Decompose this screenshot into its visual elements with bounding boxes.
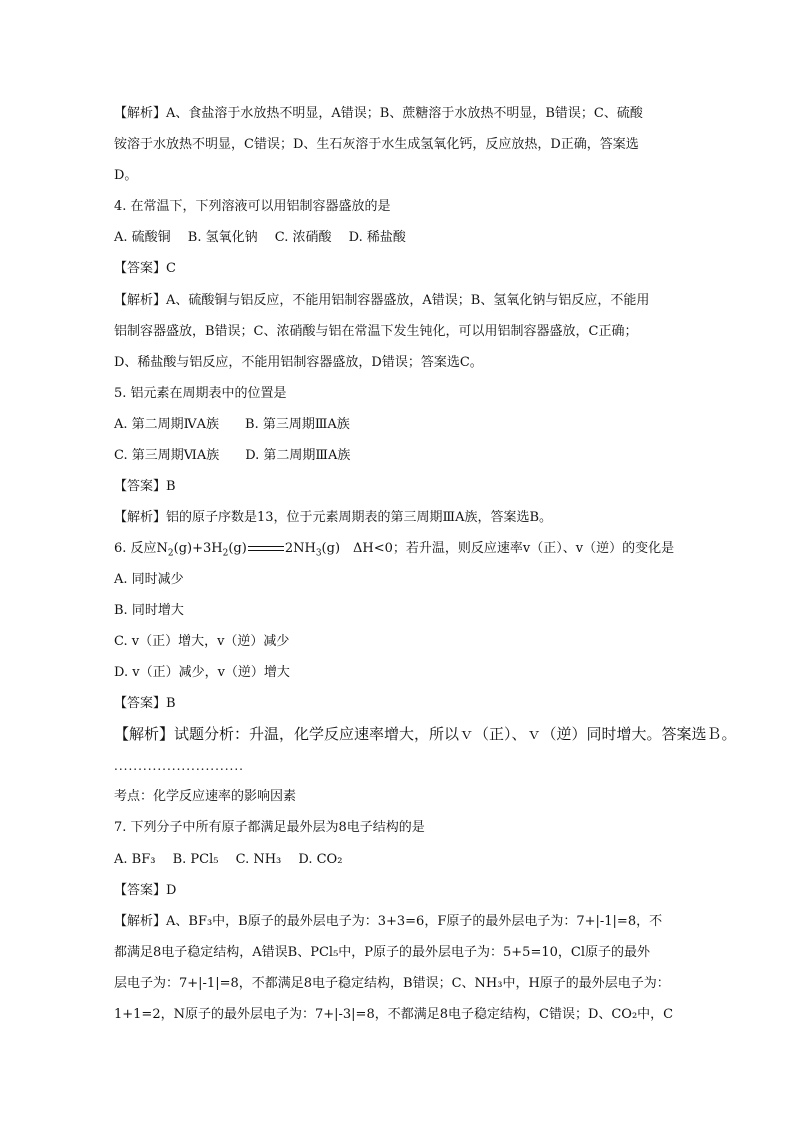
q6-answer: 【答案】B: [114, 696, 176, 711]
q6-stem-prefix: 6. 反应N: [114, 541, 168, 556]
q6-stem-product: 2NH: [284, 541, 316, 556]
q6-option-d: D. v（正）减少，v（逆）增大: [114, 665, 290, 680]
q6-option-c: C. v（正）增大，v（逆）减少: [114, 634, 290, 649]
q3-analysis-line-3: D。: [114, 168, 138, 183]
q6-option-a: A. 同时减少: [114, 572, 184, 587]
q3-analysis-line-1: 【解析】A、食盐溶于水放热不明显，A错误；B、蔗糖溶于水放热不明显，B错误；C、硫酸: [114, 106, 643, 121]
q5-options-row-2: C. 第三周期ⅥA族 D. 第二周期ⅢA族: [114, 448, 351, 463]
q5-stem: 5. 铝元素在周期表中的位置是: [114, 386, 287, 401]
q4-options: A. 硫酸铜 B. 氢氧化钠 C. 浓硝酸 D. 稀盐酸: [114, 230, 406, 245]
q7-stem: 7. 下列分子中所有原子都满足最外层为8电子结构的是: [114, 820, 425, 835]
q4-analysis-line-2: 铝制容器盛放，B错误；C、浓硝酸与铝在常温下发生钝化，可以用铝制容器盛放，C正确；: [114, 324, 638, 339]
q4-analysis-line-1: 【解析】A、硫酸铜与铝反应，不能用铝制容器盛放，A错误；B、氢氧化钠与铝反应，不能用: [114, 293, 650, 308]
q4-answer: 【答案】C: [114, 261, 176, 276]
q6-stem-tail: (g) ΔH<0；若升温，则反应速率v（正）、v（逆）的变化是: [321, 541, 675, 556]
q6-stem-eq-right: (g): [228, 541, 247, 556]
equilibrium-sign: [248, 546, 284, 552]
q6-sub-2a: 2: [167, 548, 174, 559]
q5-answer: 【答案】B: [114, 479, 176, 494]
q7-analysis-line-4: 1+1=2，N原子的最外层电子为：7+|-3|=8，不都满足8电子稳定结构，C错误；D、CO₂中，C: [114, 1007, 674, 1022]
q7-answer: 【答案】D: [114, 883, 177, 898]
q6-sub-2b: 2: [222, 548, 229, 559]
q6-stem: [114, 540, 674, 563]
q4-stem: 4. 在常温下，下列溶液可以用铝制容器盛放的是: [114, 199, 391, 214]
q3-analysis-line-2: 铵溶于水放热不明显，C错误；D、生石灰溶于水生成氢氧化钙，反应放热，D正确，答案选: [114, 137, 639, 152]
q4-analysis-line-3: D、稀盐酸与铝反应，不能用铝制容器盛放，D错误；答案选C。: [114, 355, 483, 370]
q6-option-b: B. 同时增大: [114, 603, 184, 618]
q7-options: A. BF₃ B. PCl₅ C. NH₃ D. CO₂: [114, 852, 343, 867]
q7-analysis-line-2: 都满足8电子稳定结构，A错误B、PCl₅中，P原子的最外层电子为：5+5=10，Cl原子的最外: [114, 945, 650, 960]
q6-knowledge-point: 考点：化学反应速率的影响因素: [114, 789, 297, 804]
q7-analysis-line-3: 层电子为：7+|-1|=8，不都满足8电子稳定结构，B错误；C、NH₃中，H原子的最外层电子为：: [114, 976, 670, 991]
q6-stem-eq-left: (g)+3H: [173, 541, 223, 556]
q6-dot-leader: ...........................: [114, 759, 244, 773]
q6-sub-3: 3: [315, 548, 322, 559]
q6-analysis: 【解析】试题分析：升温，化学反应速率增大，所以ｖ（正）、ｖ（逆）同时增大。答案选Ｂ。: [114, 725, 737, 743]
q7-analysis-line-1: 【解析】A、BF₃中，B原子的最外层电子为：3+3=6，F原子的最外层电子为：7+|-1|=8，不: [114, 914, 663, 929]
q5-options-row-1: A. 第二周期ⅣA族 B. 第三周期ⅢA族: [114, 417, 350, 432]
q5-analysis: 【解析】铝的原子序数是13，位于元素周期表的第三周期ⅢA族，答案选B。: [114, 510, 553, 525]
